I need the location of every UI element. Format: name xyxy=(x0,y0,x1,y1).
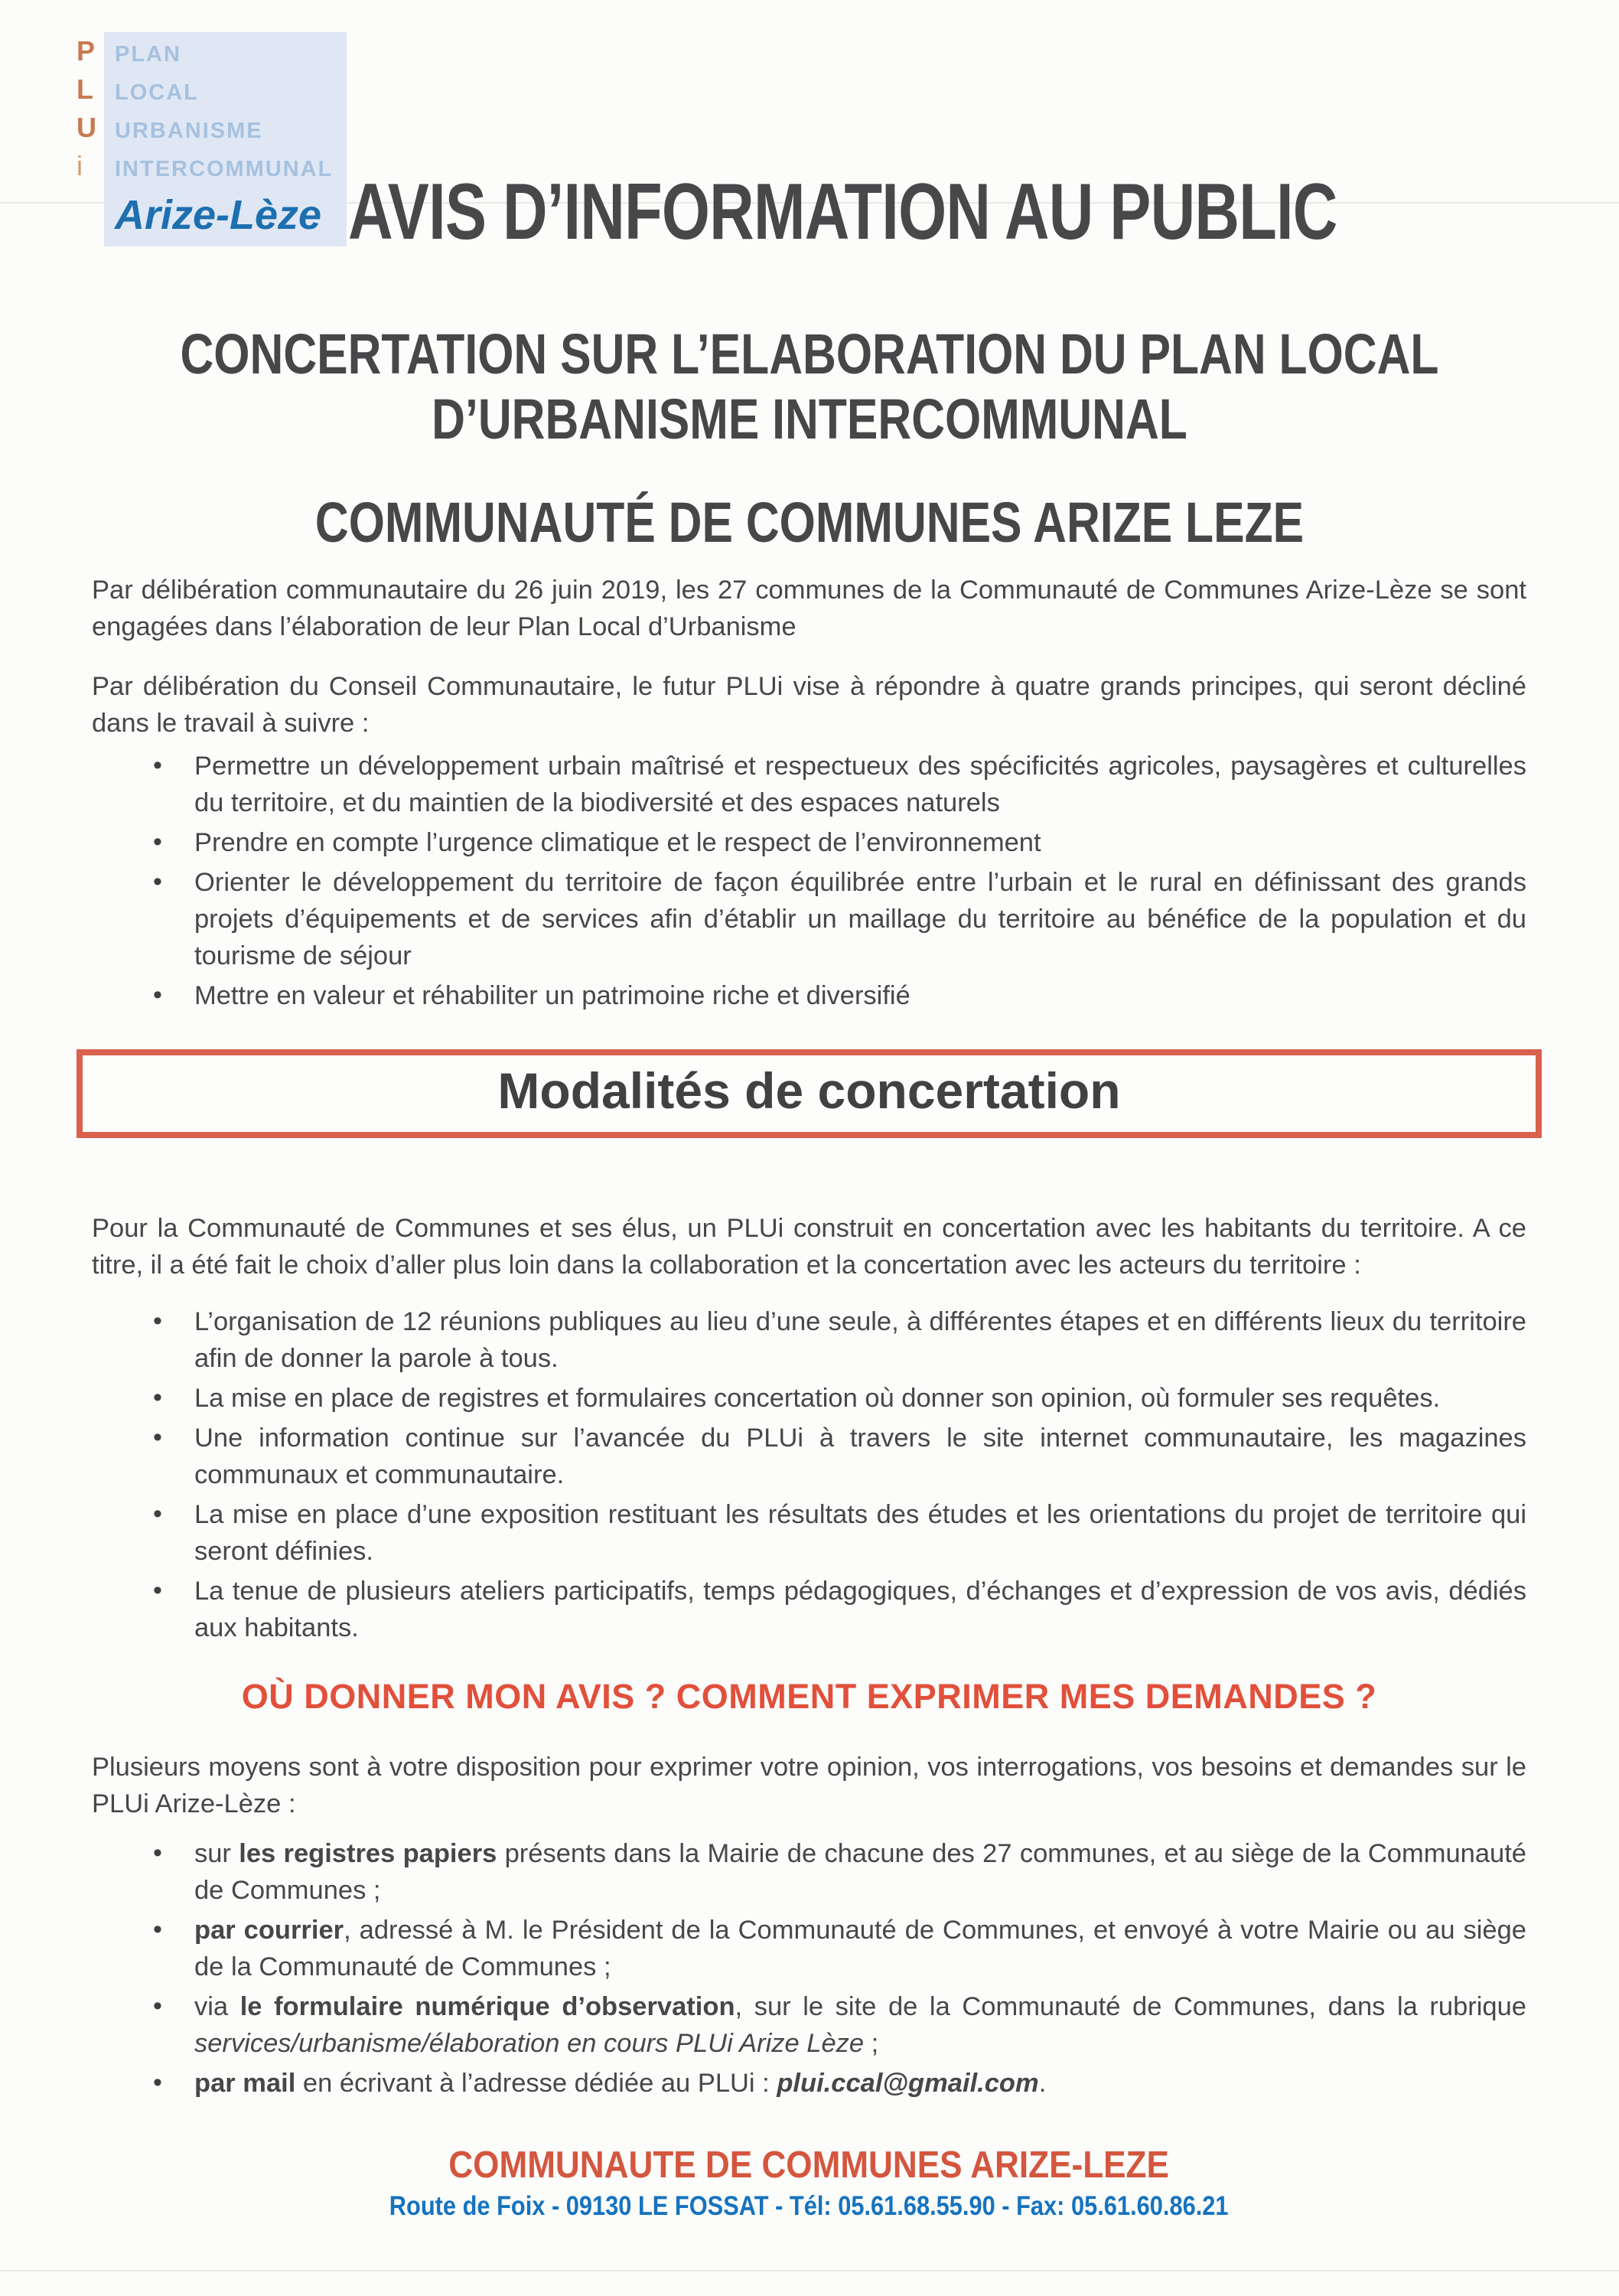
logo-words xyxy=(115,35,333,188)
notice-subtitle xyxy=(145,321,1473,452)
principles-list xyxy=(92,748,1526,1014)
logo-word-plan: PLAN xyxy=(115,42,181,67)
scan-artifact-line-bottom xyxy=(0,2270,1619,2272)
list-item: • Permettre un développement urbain maîtrisé et respectueux des spécificités agricoles, paysagères et culturelles du territoire, et du maintien de la biodiversité et des espaces naturels xyxy=(151,748,1526,821)
concertation-section-title: Modalités de concertation xyxy=(497,1062,1121,1119)
plui-logo xyxy=(77,32,347,246)
text-segment: , adressé à M. le Président de la Communauté de Communes, et envoyé à votre Mairie ou au siège de la Communauté de Communes ; xyxy=(194,1916,1526,1981)
list-item xyxy=(151,1835,1526,1909)
document-body xyxy=(0,572,1619,2222)
text-segment: ; xyxy=(864,2029,879,2058)
logo-letter-p: P xyxy=(77,35,96,67)
list-item xyxy=(151,1988,1526,2062)
text-segment: par mail xyxy=(194,2069,296,2098)
subtitle-line-1: CONCERTATION SUR L’ELABORATION DU PLAN LOCAL xyxy=(180,322,1439,386)
logo-acronym xyxy=(77,32,104,246)
text-segment: , sur le site de la Communauté de Communes, dans la rubrique xyxy=(735,1992,1526,2021)
text-segment: en écrivant à l’adresse dédiée au PLUi : xyxy=(295,2069,777,2098)
list-item: • Une information continue sur l’avancée du PLUi à travers le site internet communautaire, les magazines communaux et communautaire. xyxy=(151,1420,1526,1493)
concertation-intro-paragraph: Pour la Communauté de Communes et ses élus, un PLUi construit en concertation avec les habitants du territoire. A ce titre, il a été fait le choix d’aller plus loin dans la collaboration et la concertation avec les acteurs du territoire : xyxy=(92,1214,1526,1280)
logo-region-name: Arize-Lèze xyxy=(115,192,322,238)
footer-organization-name: COMMUNAUTE DE COMMUNES ARIZE-LEZE xyxy=(448,2144,1170,2186)
intro-paragraph-1: Par délibération communautaire du 26 juin 2019, les 27 communes de la Communauté de Communes Arize-Lèze se sont engagées dans l’élaboration de leur Plan Local d’Urbanisme xyxy=(92,576,1526,641)
text-segment: par courrier xyxy=(194,1916,344,1945)
logo-letter-u: U xyxy=(77,112,96,143)
logo-word-local: LOCAL xyxy=(115,80,199,105)
list-item: • Prendre en compte l’urgence climatique et le respect de l’environnement xyxy=(151,824,1526,861)
footer-address-line: Route de Foix - 09130 LE FOSSAT - Tél: 05.61.68.55.90 - Fax: 05.61.60.86.21 xyxy=(389,2191,1229,2221)
subtitle-line-2: D’URBANISME INTERCOMMUNAL xyxy=(432,387,1187,451)
text-segment: . xyxy=(1038,2069,1047,2098)
concertation-section-box xyxy=(77,1049,1542,1138)
text-segment: les registres papiers xyxy=(239,1839,497,1868)
list-item: • La mise en place d’une exposition restituant les résultats des études et les orientations du projet de territoire qui seront définies. xyxy=(151,1496,1526,1570)
list-item: • La tenue de plusieurs ateliers participatifs, temps pédagogiques, d’échanges et d’expression de vos avis, dédiés aux habitants. xyxy=(151,1573,1526,1646)
logo-square xyxy=(104,32,347,246)
list-item xyxy=(151,1912,1526,1985)
text-segment: plui.ccal@gmail.com xyxy=(777,2069,1039,2098)
logo-letter-i: i xyxy=(77,150,83,181)
page-title: AVIS D’INFORMATION AU PUBLIC xyxy=(348,168,1337,256)
list-item: • Orienter le développement du territoire de façon équilibrée entre l’urbain et le rural en définissant des grands projets d’équipements et de services afin d’établir un maillage du territoire au bénéfice de la population et du tourisme de séjour xyxy=(151,864,1526,974)
page-footer xyxy=(92,2144,1526,2222)
page-header xyxy=(0,0,1619,276)
logo-word-urbanisme: URBANISME xyxy=(115,119,263,143)
text-segment: services/urbanisme/élaboration en cours PLUi Arize Lèze xyxy=(194,2029,865,2058)
concertation-items-list xyxy=(92,1303,1526,1646)
intro-paragraph-2: Par délibération du Conseil Communautaire, le futur PLUi vise à répondre à quatre grands principes, qui seront décliné dans le travail à suivre : xyxy=(92,672,1526,738)
text-segment: via xyxy=(194,1992,240,2021)
logo-word-intercommunal: INTERCOMMUNAL xyxy=(115,157,334,181)
list-item xyxy=(151,2065,1526,2102)
text-segment: présents dans la Mairie de chacune des 27 communes, et au siège de la Communauté de Communes ; xyxy=(194,1839,1526,1905)
list-item: • Mettre en valeur et réhabiliter un patrimoine riche et diversifié xyxy=(151,977,1526,1014)
means-list xyxy=(92,1835,1526,2102)
list-item: • L’organisation de 12 réunions publiques au lieu d’une seule, à différentes étapes et en différents lieux du territoire afin de donner la parole à tous. xyxy=(151,1303,1526,1377)
community-subtitle: COMMUNAUTÉ DE COMMUNES ARIZE LEZE xyxy=(314,491,1305,554)
means-intro-paragraph: Plusieurs moyens sont à votre disposition pour exprimer votre opinion, vos interrogations, vos besoins et demandes sur le PLUi Arize-Lèze : xyxy=(92,1753,1526,1818)
text-segment: le formulaire numérique d’observation xyxy=(239,1992,735,2021)
logo-letter-l: L xyxy=(77,73,93,105)
list-item: • La mise en place de registres et formulaires concertation où donner son opinion, où formuler ses requêtes. xyxy=(151,1380,1526,1417)
where-to-give-opinion-heading: OÙ DONNER MON AVIS ? COMMENT EXPRIMER MES DEMANDES ? xyxy=(241,1677,1377,1716)
text-segment: sur xyxy=(194,1839,239,1868)
